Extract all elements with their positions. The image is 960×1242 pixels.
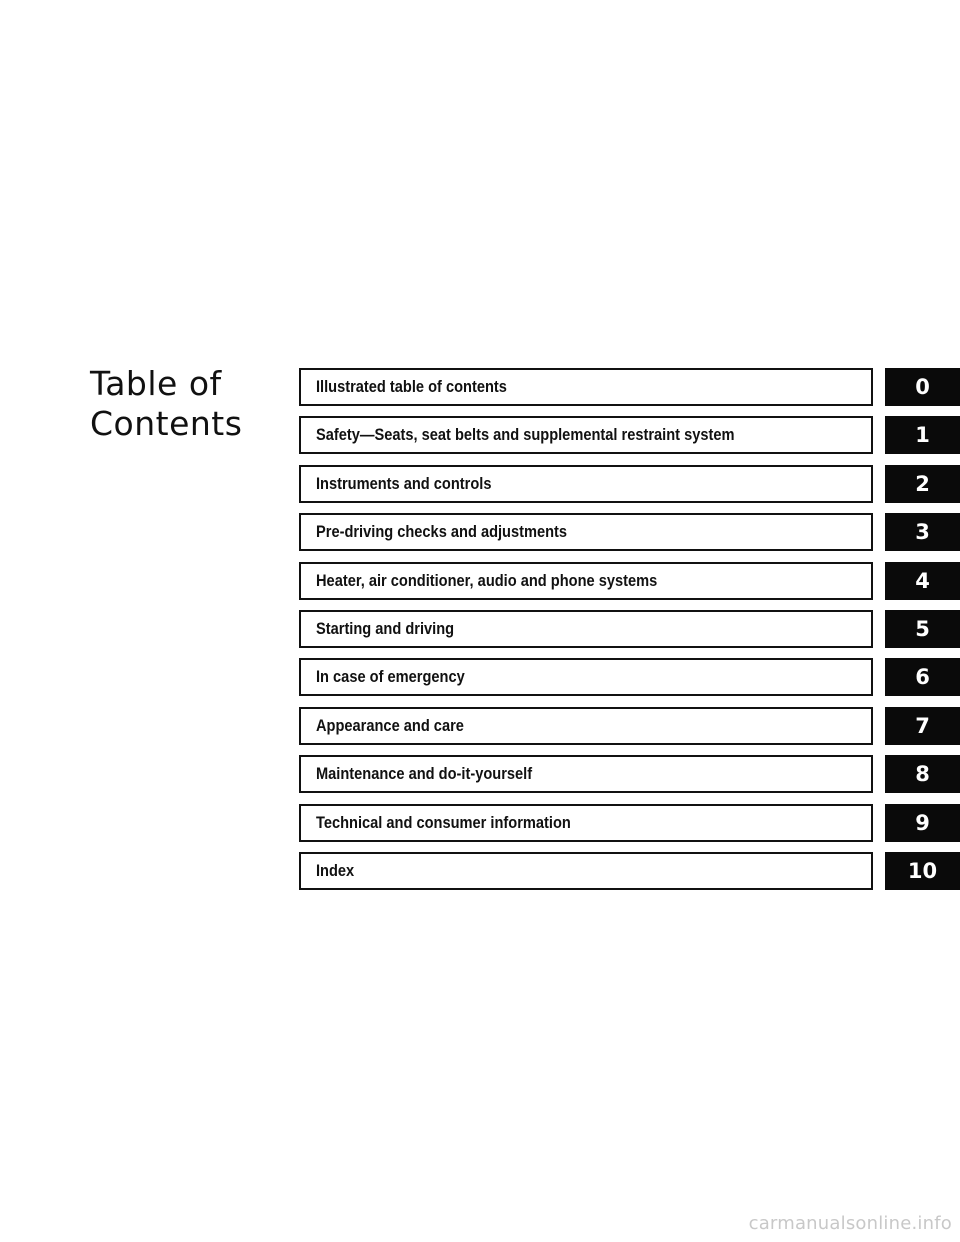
toc-row-0 bbox=[299, 368, 960, 416]
toc-row-1 bbox=[299, 416, 960, 464]
page-title-line-2: Contents bbox=[90, 404, 243, 443]
toc-entry-label: Technical and consumer information bbox=[316, 812, 571, 832]
toc-entry-instruments[interactable] bbox=[299, 465, 873, 503]
toc-entry-label: Maintenance and do-it-yourself bbox=[316, 764, 533, 784]
toc-row-10 bbox=[299, 852, 960, 900]
toc-entry-label: Appearance and care bbox=[316, 715, 464, 735]
section-tab-4[interactable]: 4 bbox=[885, 562, 960, 600]
toc-entry-label: Index bbox=[316, 860, 355, 880]
toc-entry-starting-driving[interactable] bbox=[299, 610, 873, 648]
toc-entry-technical[interactable] bbox=[299, 804, 873, 842]
toc-list bbox=[299, 368, 960, 900]
toc-entry-appearance[interactable] bbox=[299, 707, 873, 745]
watermark: carmanualsonline.info bbox=[748, 1213, 952, 1234]
toc-entry-label: Heater, air conditioner, audio and phone systems bbox=[316, 570, 658, 590]
section-tab-1[interactable]: 1 bbox=[885, 416, 960, 454]
section-tab-2[interactable]: 2 bbox=[885, 465, 960, 503]
toc-entry-label: Starting and driving bbox=[316, 618, 455, 638]
toc-entry-label: Instruments and controls bbox=[316, 473, 492, 493]
toc-row-5 bbox=[299, 610, 960, 658]
toc-row-6 bbox=[299, 658, 960, 706]
toc-row-8 bbox=[299, 755, 960, 803]
toc-entry-maintenance[interactable] bbox=[299, 755, 873, 793]
toc-entry-heater-audio[interactable] bbox=[299, 562, 873, 600]
section-tab-7[interactable]: 7 bbox=[885, 707, 960, 745]
section-tab-9[interactable]: 9 bbox=[885, 804, 960, 842]
section-tab-8[interactable]: 8 bbox=[885, 755, 960, 793]
toc-row-9 bbox=[299, 804, 960, 852]
section-tab-6[interactable]: 6 bbox=[885, 658, 960, 696]
toc-row-3 bbox=[299, 513, 960, 561]
toc-entry-index[interactable] bbox=[299, 852, 873, 890]
page-title-line-1: Table of bbox=[90, 364, 222, 403]
page-title bbox=[90, 364, 242, 444]
section-tab-5[interactable]: 5 bbox=[885, 610, 960, 648]
toc-entry-label: Illustrated table of contents bbox=[316, 377, 507, 396]
toc-entry-pre-driving[interactable] bbox=[299, 513, 873, 551]
section-tab-0[interactable]: 0 bbox=[885, 368, 960, 406]
toc-entry-illustrated-contents[interactable] bbox=[299, 368, 873, 406]
section-tab-10[interactable]: 10 bbox=[885, 852, 960, 890]
toc-entry-safety[interactable] bbox=[299, 416, 873, 454]
toc-entry-emergency[interactable] bbox=[299, 658, 873, 696]
toc-row-4 bbox=[299, 562, 960, 610]
section-tab-3[interactable]: 3 bbox=[885, 513, 960, 551]
toc-entry-label: Pre-driving checks and adjustments bbox=[316, 522, 568, 542]
toc-entry-label: In case of emergency bbox=[316, 667, 465, 687]
toc-entry-label: Safety—Seats, seat belts and supplemental restraint system bbox=[316, 425, 735, 445]
toc-row-7 bbox=[299, 707, 960, 755]
toc-row-2 bbox=[299, 465, 960, 513]
